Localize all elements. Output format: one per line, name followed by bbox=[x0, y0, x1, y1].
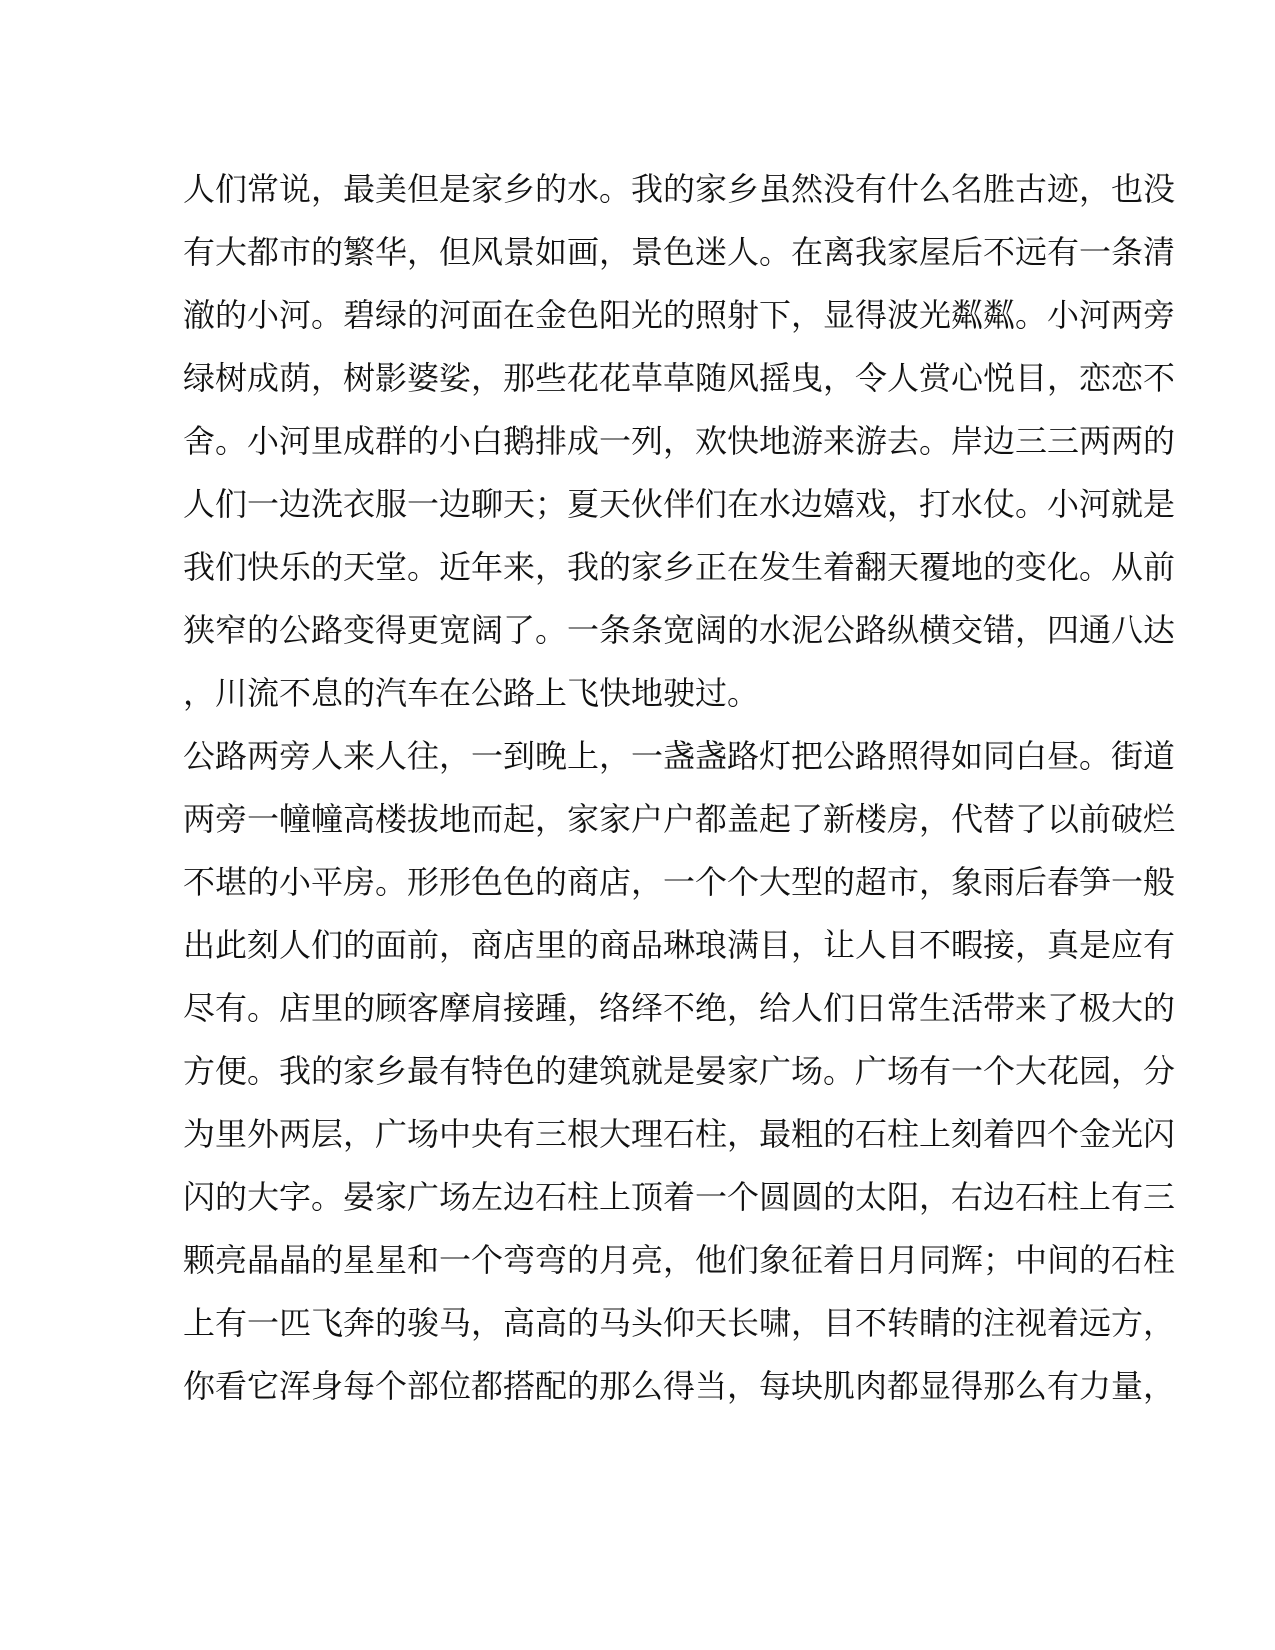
text-line: 两旁一幢幢高楼拔地而起，家家户户都盖起了新楼房，代替了以前破烂 bbox=[183, 800, 1176, 838]
text-line: 我们快乐的天堂。近年来，我的家乡正在发生着翻天覆地的变化。从前 bbox=[183, 548, 1176, 586]
text-line: 人们一边洗衣服一边聊天；夏天伙伴们在水边嬉戏，打水仗。小河就是 bbox=[183, 485, 1176, 523]
text-line: 上有一匹飞奔的骏马，高高的马头仰天长啸，目不转睛的注视着远方， bbox=[183, 1304, 1176, 1342]
text-line: 不堪的小平房。形形色色的商店，一个个大型的超市，象雨后春笋一般 bbox=[183, 863, 1176, 901]
text-line: 方便。我的家乡最有特色的建筑就是晏家广场。广场有一个大花园，分 bbox=[183, 1052, 1176, 1090]
text-line: 为里外两层，广场中央有三根大理石柱，最粗的石柱上刻着四个金光闪 bbox=[183, 1115, 1176, 1153]
text-line: 绿树成荫，树影婆娑，那些花花草草随风摇曳，令人赏心悦目，恋恋不 bbox=[183, 359, 1176, 397]
text-line: 尽有。店里的顾客摩肩接踵，络绎不绝，给人们日常生活带来了极大的 bbox=[183, 989, 1176, 1027]
text-line: 舍。小河里成群的小白鹅排成一列，欢快地游来游去。岸边三三两两的 bbox=[183, 422, 1176, 460]
text-line: 闪的大字。晏家广场左边石柱上顶着一个圆圆的太阳，右边石柱上有三 bbox=[183, 1178, 1176, 1216]
essay-body bbox=[183, 158, 1176, 1418]
text-line: 公路两旁人来人往，一到晚上，一盏盏路灯把公路照得如同白昼。街道 bbox=[183, 737, 1176, 775]
text-line: 人们常说，最美但是家乡的水。我的家乡虽然没有什么名胜古迹，也没 bbox=[183, 170, 1176, 208]
text-line: 出此刻人们的面前，商店里的商品琳琅满目，让人目不暇接，真是应有 bbox=[183, 926, 1176, 964]
text-line: 澈的小河。碧绿的河面在金色阳光的照射下，显得波光粼粼。小河两旁 bbox=[183, 296, 1176, 334]
text-line: 你看它浑身每个部位都搭配的那么得当，每块肌肉都显得那么有力量， bbox=[183, 1367, 1176, 1405]
text-line: 颗亮晶晶的星星和一个弯弯的月亮，他们象征着日月同辉；中间的石柱 bbox=[183, 1241, 1176, 1279]
text-line: ，川流不息的汽车在公路上飞快地驶过。 bbox=[183, 674, 760, 712]
text-line: 有大都市的繁华，但风景如画，景色迷人。在离我家屋后不远有一条清 bbox=[183, 233, 1176, 271]
text-line: 狭窄的公路变得更宽阔了。一条条宽阔的水泥公路纵横交错，四通八达 bbox=[183, 611, 1176, 649]
